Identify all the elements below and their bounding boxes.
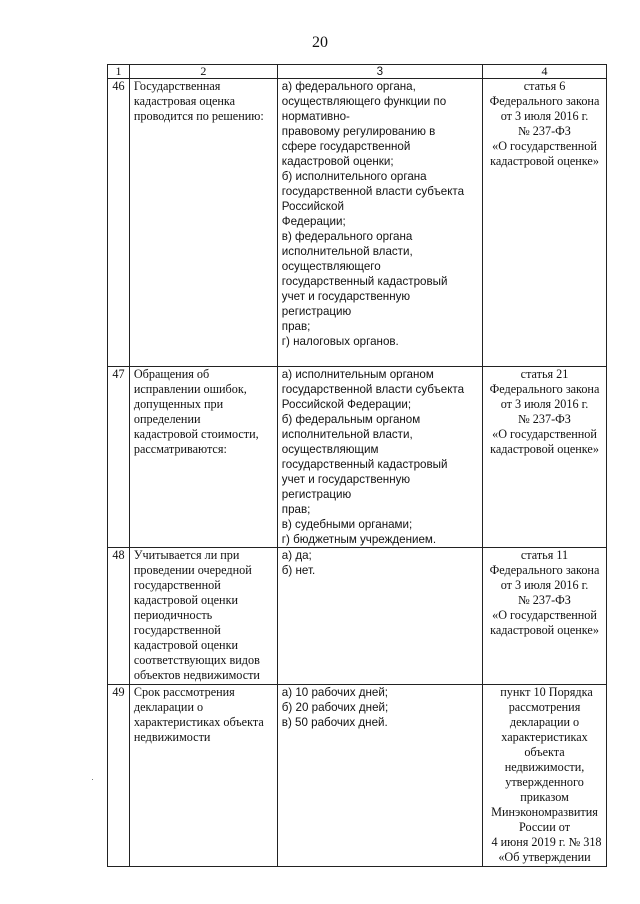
legal-source-line: статья 11 [520, 548, 569, 562]
legal-source-line: Федерального закона [489, 563, 600, 577]
legal-source-line: кадастровой оценке» [490, 623, 599, 637]
legal-source-line: № 237-ФЗ [518, 124, 571, 138]
legal-source-line: «Об утверждении [498, 850, 591, 864]
answer-options-line: в) судебными органами; [281, 518, 413, 531]
question-text-line: Обращения об [133, 367, 210, 381]
table-row [108, 685, 607, 867]
row-number: 47 [108, 367, 130, 548]
answer-options-line: Российской Федерации; [281, 398, 412, 411]
question-text-line: проведении очередной [133, 563, 252, 577]
question-text-line: кадастровой оценки [133, 593, 239, 607]
answer-options-line: исполнительной власти, [281, 245, 413, 258]
question-text-line: периодичность [133, 608, 213, 622]
answer-options-line: Федерации; [281, 215, 346, 228]
row-number: 48 [108, 548, 130, 685]
table-body [108, 79, 607, 867]
legal-source [483, 367, 607, 548]
answer-options-line: осуществляющим [281, 443, 379, 456]
question-text-line: недвижимости [133, 730, 211, 744]
page-number: 20 [312, 34, 328, 51]
legal-source-line: «О государственной [492, 608, 597, 622]
answer-options-line: б) федеральным органом [281, 413, 421, 426]
legal-source-line: приказом [520, 790, 569, 804]
legal-source-line: Федерального закона [489, 382, 600, 396]
legal-source-line: статья 6 [523, 79, 566, 93]
table-row [108, 367, 607, 548]
header-col-1: 1 [108, 65, 130, 79]
answer-options-line: учет и государственную [281, 290, 411, 303]
question-text-line: кадастровой стоимости, [133, 427, 259, 441]
question-text-line: государственной [133, 578, 221, 592]
legal-source-line: Минэкономразвития [491, 805, 598, 819]
question-text-line: определении [133, 412, 201, 426]
legal-source-line: «О государственной [492, 427, 597, 441]
answer-options-line: государственный кадастровый [281, 458, 448, 471]
answer-options-line: осуществляющего функции по [281, 95, 447, 108]
answer-options-line: исполнительной власти, [281, 428, 413, 441]
question-text-line: характеристиках объекта [133, 715, 264, 729]
question-text [129, 367, 277, 548]
answer-options-line: в) федерального органа [281, 230, 413, 243]
question-text-line: рассматриваются: [133, 442, 227, 456]
answer-options-line: в) 50 рабочих дней. [281, 716, 388, 729]
question-text [129, 685, 277, 867]
legal-source-line: Федерального закона [489, 94, 600, 108]
question-text-line: исправлении ошибок, [133, 382, 247, 396]
question-text-line: государственной [133, 623, 221, 637]
question-text-line: Учитывается ли при [133, 548, 240, 562]
answer-options-line: б) 20 рабочих дней; [281, 701, 389, 714]
question-text-line: Срок рассмотрения [133, 685, 235, 699]
answer-options-line: а) 10 рабочих дней; [281, 686, 389, 699]
answer-options-line: осуществляющего [281, 260, 381, 273]
scan-speck [92, 779, 93, 780]
legal-source-line: № 237-ФЗ [518, 412, 571, 426]
answer-options-line: кадастровой оценки; [281, 155, 394, 168]
legal-source-line: от 3 июля 2016 г. [500, 578, 589, 592]
legal-source-line: декларации о [509, 715, 580, 729]
row-number: 49 [108, 685, 130, 867]
legal-source-line: от 3 июля 2016 г. [500, 109, 589, 123]
legal-source-line: рассмотрения [508, 700, 581, 714]
legal-source-line: от 3 июля 2016 г. [500, 397, 589, 411]
answer-options [277, 685, 482, 867]
answer-options-line: а) федерального органа, [281, 80, 416, 93]
answer-options-line: а) исполнительным органом [281, 368, 434, 381]
table-header-row [108, 65, 607, 79]
question-text [129, 79, 277, 367]
legal-source-line: объекта [524, 745, 565, 759]
answer-options-line: б) нет. [281, 564, 316, 577]
answer-options-line: правовому регулированию в [281, 125, 436, 138]
question-text-line: проводится по решению: [133, 109, 264, 123]
question-text [129, 548, 277, 685]
legal-source-line: кадастровой оценке» [490, 154, 599, 168]
table-row [108, 548, 607, 685]
legal-source [483, 548, 607, 685]
table-row [108, 79, 607, 367]
legal-source-line: «О государственной [492, 139, 597, 153]
answer-options-line: б) исполнительного органа [281, 170, 427, 183]
answer-options-line: регистрацию [281, 305, 352, 318]
question-text-line: кадастровая оценка [133, 94, 236, 108]
questions-table [107, 64, 607, 867]
answer-options-line: прав; [281, 503, 311, 516]
answer-options-line: нормативно- [281, 110, 350, 123]
question-text-line: кадастровой оценки [133, 638, 239, 652]
header-col-4: 4 [483, 65, 607, 79]
answer-options-line: государственной власти субъекта [281, 185, 465, 198]
answer-options-line: прав; [281, 320, 311, 333]
question-text-line: соответствующих видов [133, 653, 260, 667]
answer-options-line: сфере государственной [281, 140, 411, 153]
question-text-line: объектов недвижимости [133, 668, 260, 682]
header-col-3: 3 [277, 65, 482, 79]
answer-options-line: государственной власти субъекта [281, 383, 465, 396]
header-col-2: 2 [129, 65, 277, 79]
question-text-line: декларации о [133, 700, 204, 714]
legal-source-line: недвижимости, [504, 760, 585, 774]
legal-source-line: 4 июня 2019 г. № 318 [491, 835, 602, 849]
legal-source [483, 685, 607, 867]
answer-options-line: Российской [281, 200, 344, 213]
legal-source-line: характеристиках [501, 730, 588, 744]
answer-options-line: государственный кадастровый [281, 275, 448, 288]
answer-options-line: учет и государственную [281, 473, 411, 486]
answer-options [277, 548, 482, 685]
answer-options-line: г) бюджетным учреждением. [281, 533, 437, 546]
legal-source-line: России от [518, 820, 571, 834]
answer-options-line: г) налоговых органов. [281, 335, 399, 348]
legal-source [483, 79, 607, 367]
answer-options-line: регистрацию [281, 488, 352, 501]
answer-options-line: а) да; [281, 549, 312, 562]
legal-source-line: кадастровой оценке» [490, 442, 599, 456]
legal-source-line: № 237-ФЗ [518, 593, 571, 607]
legal-source-line: утвержденного [505, 775, 584, 789]
question-text-line: допущенных при [133, 397, 224, 411]
answer-options [277, 367, 482, 548]
question-text-line: Государственная [133, 79, 221, 93]
row-number: 46 [108, 79, 130, 367]
legal-source-line: статья 21 [520, 367, 569, 381]
answer-options [277, 79, 482, 367]
legal-source-line: пункт 10 Порядка [500, 685, 593, 699]
